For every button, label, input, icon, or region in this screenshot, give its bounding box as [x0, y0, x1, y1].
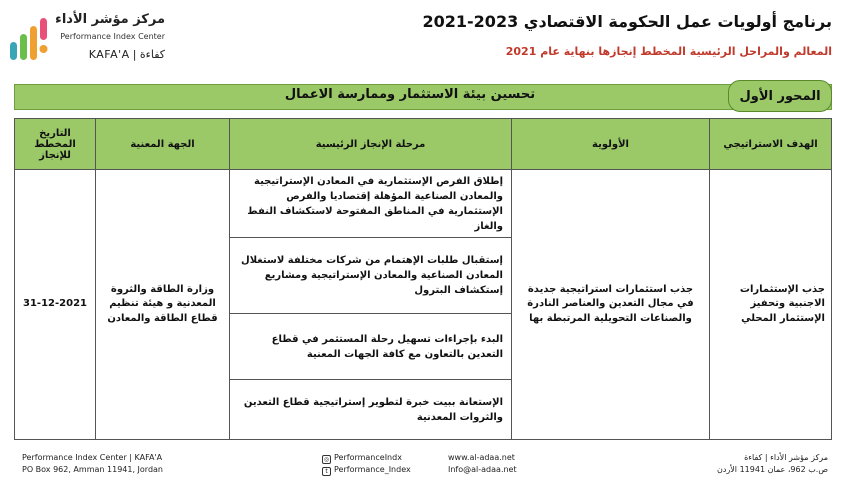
logo-kafaa-ar: كفاءة — [139, 48, 165, 61]
header-priority: الأولوية — [511, 119, 709, 169]
page-subtitle: المعالم والمراحل الرئيسية المخطط إنجازها بنهاية عام 2021 — [505, 45, 832, 58]
footer-social-instagram[interactable] — [322, 452, 411, 464]
footer-social2-label: Performance_Index — [334, 465, 411, 474]
footer-address-en — [22, 452, 163, 476]
page-title: برنامج أولويات عمل الحكومة الاقتصادي 2023-2021 — [422, 12, 832, 31]
instagram-icon: ◎ — [323, 456, 330, 463]
footer-social1-label: PerformanceIndx — [334, 453, 402, 462]
cell-goal: جذب الإستثمارات الاجنبية وتحفيز الإستثمار المحلي — [709, 169, 831, 439]
stage-item: إطلاق الفرص الإستثمارية في المعادن الإستراتيجية والمعادن الصناعية المؤهلة إقتصاديا والفرص الإستثمارية في المناطق المفتوحة لاستكشاف النفط والغاز — [230, 170, 511, 238]
footer-en-line2: PO Box 962, Amman 11941, Jordan — [22, 465, 163, 474]
stage-item: البدء بإجراءات تسهيل رحلة المستثمر في قطاع التعدين بالتعاون مع كافة الجهات المعنية — [230, 314, 511, 380]
footer-ar-line2: ص.ب 962، عمان 11941 الأردن — [716, 465, 828, 474]
stage-item: الإستعانة ببيت خبرة لتطوير إستراتيجية قطاع التعدين والثروات المعدنية — [243, 397, 503, 423]
logo-mark-icon — [8, 16, 56, 64]
footer-website-link[interactable]: www.al-adaa.net — [448, 453, 515, 462]
page-footer — [0, 452, 850, 483]
footer-social — [322, 452, 411, 476]
footer-social-twitter[interactable] — [322, 464, 411, 476]
twitter-icon: t — [322, 467, 331, 476]
axis-tab: المحور الأول — [728, 80, 832, 112]
cell-date: 31-12-2021 — [15, 169, 95, 439]
header-entity: الجهة المعنية — [95, 119, 229, 169]
footer-web — [448, 452, 517, 476]
priorities-table — [14, 118, 832, 440]
footer-ar-line1: مركز مؤشر الأداء | كفاءة — [744, 453, 828, 462]
cell-entity: وزارة الطاقة والثروة المعدنية و هيئة تنظيم قطاع الطاقة والمعادن — [95, 169, 229, 439]
header-date: التاريخ المخطط للإنجاز — [15, 119, 95, 169]
header-goal: الهدف الاستراتيجي — [709, 119, 831, 169]
axis-title: تحسين بيئة الاستثمار وممارسة الاعمال — [284, 87, 536, 102]
footer-email-link[interactable]: Info@al-adaa.net — [448, 465, 517, 474]
logo-kafaa — [89, 48, 165, 61]
logo-kafaa-sep: | — [132, 48, 137, 61]
cell-stages — [229, 169, 511, 439]
stage-item: إستقبال طلبات الإهتمام من شركات مختلفة لاستغلال المعادن الصناعية والمعادن الإستراتيجية ومشاريع إستكشاف البترول — [230, 238, 511, 314]
header-stages: مرحلة الإنجاز الرئيسية — [229, 119, 511, 169]
logo-name-ar: مركز مؤشر الأداء — [55, 12, 165, 27]
logo-kafaa-en: KAFA'A — [88, 48, 130, 61]
logo-name-en: Performance Index Center — [60, 32, 165, 41]
cell-priority: جذب استثمارات استراتيجية جديدة في مجال التعدين والعناصر النادرة والصناعات التحويلية المرتبطة بها — [511, 169, 709, 439]
kafaa-logo — [6, 10, 171, 68]
footer-address-ar — [717, 452, 828, 476]
footer-en-line1: Performance Index Center | KAFA'A — [22, 453, 163, 462]
